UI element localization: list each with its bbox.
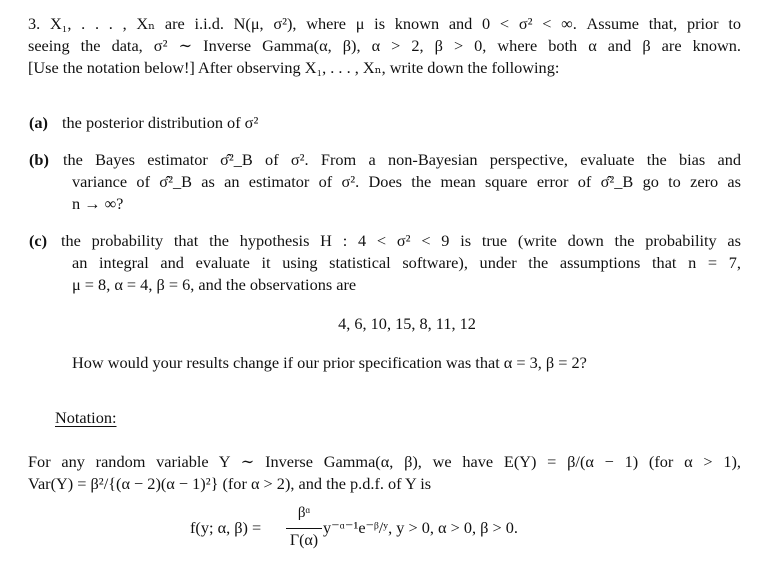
part-c-line-1: the probability that the hypothesis H : 4 < σ² < 9 is true (write down the probability as	[61, 231, 741, 250]
part-c-label: (c)	[29, 231, 48, 250]
inverse-gamma-pdf-formula	[190, 502, 590, 558]
part-a-label: (a)	[29, 113, 48, 132]
notation-line-1: For any random variable Y ∼ Inverse Gamma(α, β), we have E(Y) = β/(α − 1) (for α > 1),	[28, 452, 741, 471]
problem-intro-line-1: 3. X₁, . . . , Xₙ are i.i.d. N(μ, σ²), where μ is known and 0 < σ² < ∞. Assume that, prior to	[28, 14, 741, 33]
formula-lhs: f(y; α, β) =	[190, 518, 262, 537]
problem-intro-line-3: [Use the notation below!] After observing X₁, . . . , Xₙ, write down the following:	[28, 58, 560, 77]
problem-intro-line-2: seeing the data, σ² ∼ Inverse Gamma(α, β), α > 2, β > 0, where both α and β are known.	[28, 36, 741, 55]
formula-denominator: Γ(α)	[289, 532, 319, 549]
fraction-bar	[286, 528, 322, 529]
part-c-followup: How would your results change if our prior specification was that α = 3, β = 2?	[72, 353, 587, 372]
formula-numerator: βᵅ	[297, 505, 311, 521]
part-a-text: the posterior distribution of σ²	[62, 113, 259, 132]
part-c-line-3: μ = 8, α = 4, β = 6, and the observations are	[72, 275, 357, 294]
part-b-label: (b)	[29, 150, 49, 169]
part-b-line-3: n → ∞?	[72, 194, 124, 213]
observations-list: 4, 6, 10, 15, 8, 11, 12	[338, 314, 476, 333]
formula-fraction	[286, 502, 322, 558]
formula-rhs: y⁻ᵅ⁻¹e⁻ᵝ/ʸ, y > 0, α > 0, β > 0.	[323, 518, 518, 537]
notation-heading: Notation:	[55, 408, 117, 427]
part-b-line-1: the Bayes estimator σ̂²_B of σ². From a non-Bayesian perspective, evaluate the bias and	[63, 150, 741, 169]
part-b-line-2: variance of σ̂²_B as an estimator of σ². Does the mean square error of σ̂²_B go to zero as	[72, 172, 741, 191]
part-c-line-2: an integral and evaluate it using statistical software), under the assumptions that n = 7,	[72, 253, 741, 272]
notation-line-2: Var(Y) = β²/{(α − 2)(α − 1)²} (for α > 2), and the p.d.f. of Y is	[28, 474, 432, 493]
